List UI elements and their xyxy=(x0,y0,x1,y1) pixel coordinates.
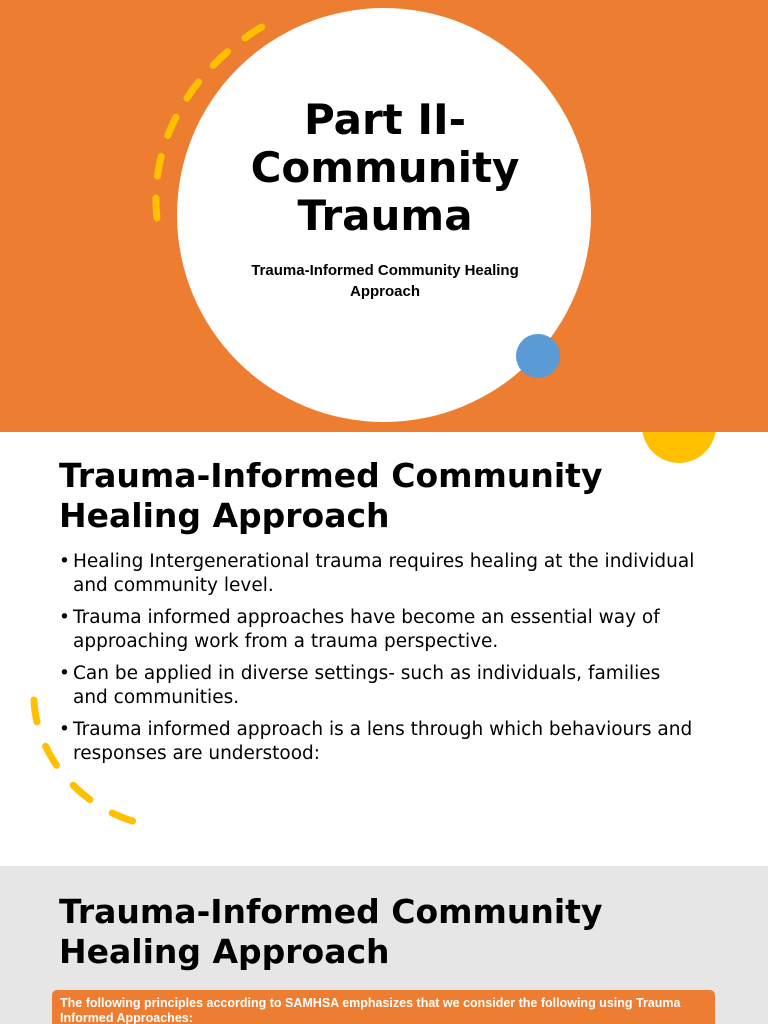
bullet-item: • Trauma informed approach is a lens through which behaviours and responses are understood: xyxy=(59,718,699,766)
slide-title-subtitle: Trauma-Informed Community Healing Approach xyxy=(251,262,519,300)
slide-title-heading: Part II- Community Trauma xyxy=(250,95,520,240)
principles-callout-box xyxy=(52,990,715,1024)
blue-dot-decoration xyxy=(516,334,560,378)
slide-heading: Trauma-Informed Community Healing Approach xyxy=(59,892,603,971)
slide-heading: Trauma-Informed Community Healing Approach xyxy=(59,456,603,535)
callout-text: The following principles according to SAMHSA emphasizes that we consider the following using Trauma Informed Approaches: xyxy=(60,996,681,1024)
slide-title xyxy=(0,0,768,432)
slide-bullets xyxy=(0,432,768,866)
bullet-item: • Can be applied in diverse settings- such as individuals, families and communities. xyxy=(59,662,699,710)
bullet-list xyxy=(59,550,699,774)
slide-principles xyxy=(0,866,768,1024)
bullet-item: • Trauma informed approaches have become an essential way of approaching work from a trauma perspective. xyxy=(59,606,699,654)
bullet-item: • Healing Intergenerational trauma requires healing at the individual and community level. xyxy=(59,550,699,598)
